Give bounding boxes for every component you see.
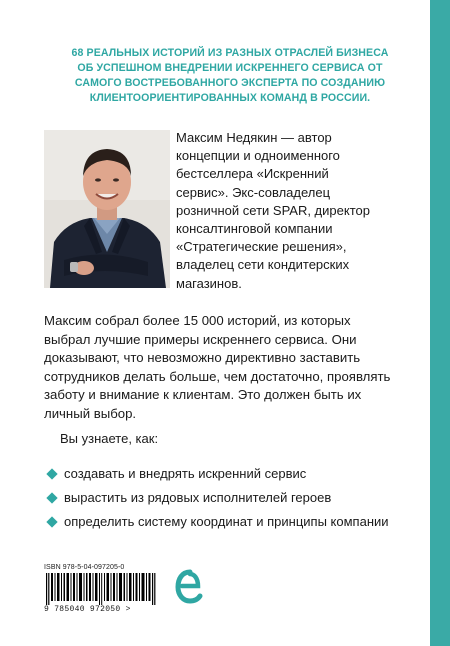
diamond-bullet-icon xyxy=(46,492,57,503)
learn-intro: Вы узнаете, как: xyxy=(60,431,159,446)
author-bio-line: бестселлера «Искренний xyxy=(176,166,329,182)
author-bio-line: сервис». Экс-совладелец xyxy=(176,184,331,200)
author-bio-line: консалтинговой компании xyxy=(176,221,333,237)
headline-line: КЛИЕНТООРИЕНТИРОВАННЫХ КОМАНД В РОССИИ. xyxy=(89,92,371,104)
description-line: доказывают, что невозможно директивно заставить xyxy=(44,350,361,366)
author-bio-line: розничной сети SPAR, директор xyxy=(176,202,370,218)
headline-line: 68 РЕАЛЬНЫХ ИСТОРИЙ ИЗ РАЗНЫХ ОТРАСЛЕЙ БИЗНЕСА xyxy=(71,47,389,59)
isbn-label: ISBN 978-5-04-097205-0 xyxy=(44,564,125,571)
learn-list-item xyxy=(46,510,416,533)
description-line: личный выбор. xyxy=(44,405,137,421)
description-line: выбрал лучшие примеры искреннего сервиса. Они xyxy=(44,331,357,347)
headline xyxy=(40,46,420,106)
learn-item-text: определить систему координат и принципы компании xyxy=(64,514,389,529)
learn-list xyxy=(46,462,416,533)
diamond-bullet-icon xyxy=(46,516,57,527)
description-line: сотрудников делать больше, чем достаточно, проявлять xyxy=(44,368,391,384)
headline-line: ОБ УСПЕШНОМ ВНЕДРЕНИИ ИСКРЕННЕГО СЕРВИСА ОТ xyxy=(77,62,383,74)
author-bio xyxy=(176,129,408,293)
isbn-block xyxy=(44,564,164,616)
description-line: Максим собрал более 15 000 историй, из которых xyxy=(44,313,351,328)
author-portrait-drawing xyxy=(44,130,170,288)
publisher-logo-e-icon xyxy=(174,558,204,618)
learn-list-item xyxy=(46,462,416,485)
barcode-icon xyxy=(44,573,162,605)
learn-list-item xyxy=(46,486,416,509)
author-bio-line: «Стратегические решения», xyxy=(176,239,347,255)
author-bio-line: владелец сети кондитерских xyxy=(176,257,350,273)
author-portrait xyxy=(44,130,170,288)
author-bio-line: магазинов. xyxy=(176,275,242,291)
diamond-bullet-icon xyxy=(46,468,57,479)
learn-item-text: вырастить из рядовых исполнителей героев xyxy=(64,490,332,505)
publisher-logo-drawing xyxy=(174,558,204,618)
description-paragraph xyxy=(44,312,414,424)
barcode-digits: 9 785040 972050 > xyxy=(44,605,131,614)
headline-line: САМОГО ВОСТРЕБОВАННОГО ЭКСПЕРТА ПО СОЗДАНИЮ xyxy=(74,77,386,89)
learn-item-text: создавать и внедрять искренний сервис xyxy=(64,466,307,481)
author-bio-line: концепции и одноименного xyxy=(176,148,340,164)
spine-stripe xyxy=(430,0,450,646)
author-bio-line: Максим Недякин — автор xyxy=(176,130,332,145)
description-line: заботу и внимание к клиентам. Это должен быть их xyxy=(44,387,362,403)
